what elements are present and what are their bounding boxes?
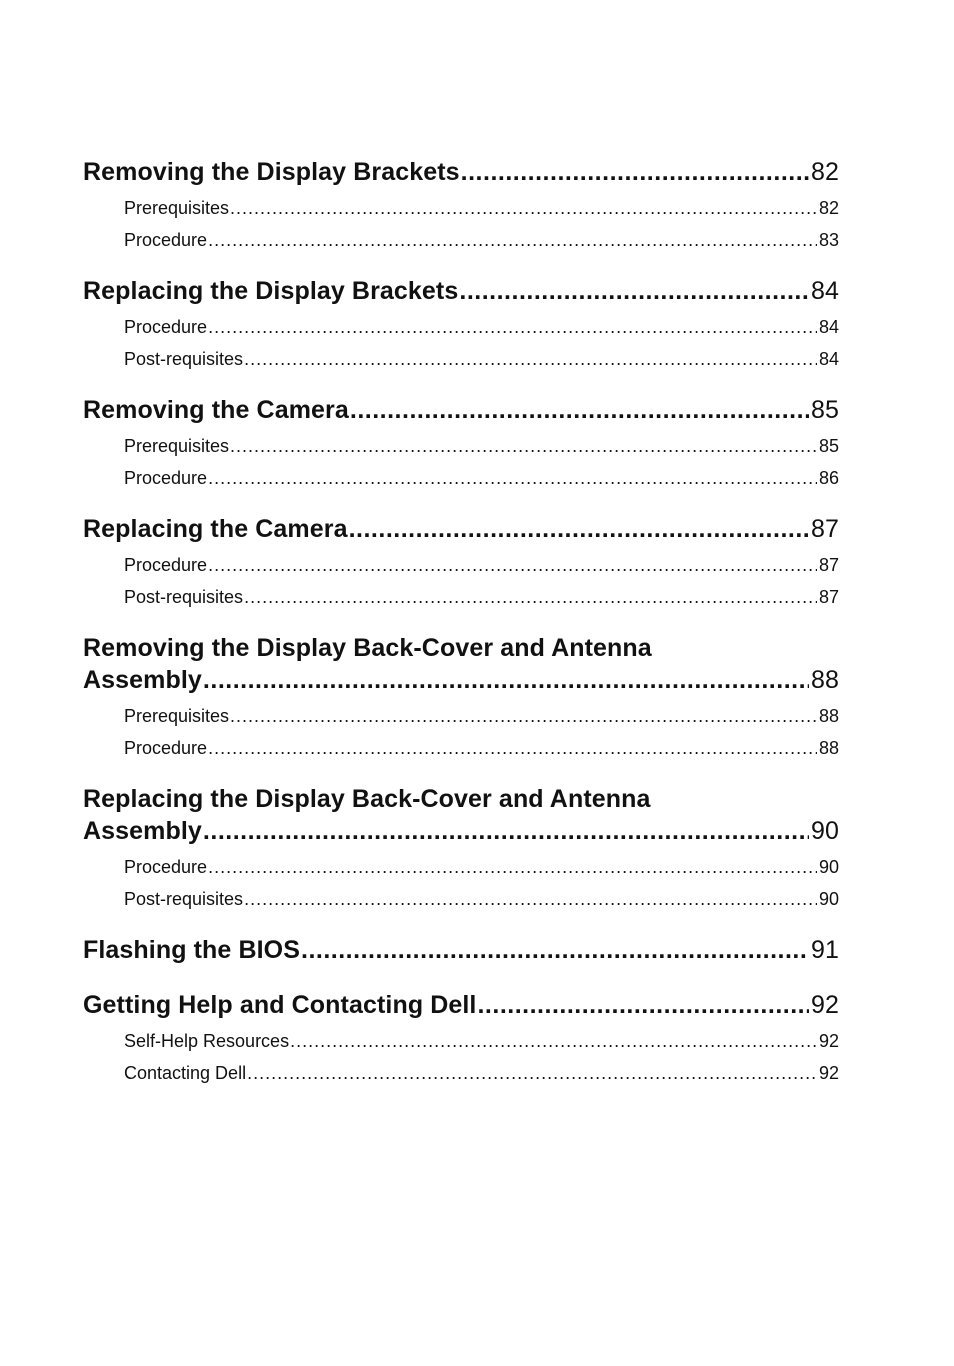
toc-subentry-page: 87 <box>818 587 839 607</box>
toc-subentry-link[interactable] <box>83 1025 839 1057</box>
toc-section <box>83 152 839 256</box>
toc-dot-leader <box>244 343 817 375</box>
table-of-contents <box>83 152 839 1089</box>
toc-entry-title: Assembly <box>83 817 202 845</box>
toc-entry-page: 85 <box>810 396 839 424</box>
toc-dot-leader <box>208 224 817 256</box>
toc-subentry-link[interactable] <box>83 224 839 256</box>
toc-subentry-title: Contacting Dell <box>124 1063 247 1083</box>
toc-entry-page: 90 <box>810 817 839 845</box>
toc-entry-page: 92 <box>810 991 839 1019</box>
toc-dot-leader <box>349 509 809 549</box>
toc-subentry-page: 87 <box>818 555 839 575</box>
toc-dot-leader <box>230 700 817 732</box>
toc-subentry-link[interactable] <box>83 192 839 224</box>
toc-entry-title: Removing the Camera <box>83 396 349 424</box>
toc-subentry-title: Procedure <box>124 738 208 758</box>
toc-subentry-title: Prerequisites <box>124 198 230 218</box>
toc-entry-title: Replacing the Display Brackets <box>83 277 459 305</box>
toc-dot-leader <box>301 930 809 970</box>
toc-dot-leader <box>461 152 809 192</box>
toc-subentry-page: 84 <box>818 349 839 369</box>
toc-subentry-link[interactable] <box>83 311 839 343</box>
toc-entry-link[interactable] <box>83 628 839 700</box>
toc-entry-link[interactable] <box>83 509 839 549</box>
toc-dot-leader <box>350 390 809 430</box>
toc-entry-link[interactable] <box>83 271 839 311</box>
toc-subentry-title: Procedure <box>124 555 208 575</box>
toc-entry-title: Replacing the Camera <box>83 515 348 543</box>
toc-dot-leader <box>208 732 817 764</box>
toc-subentry-title: Procedure <box>124 857 208 877</box>
toc-subentry-title: Post-requisites <box>124 587 244 607</box>
toc-dot-leader <box>208 851 817 883</box>
toc-subentry-page: 83 <box>818 230 839 250</box>
toc-subentry-title: Prerequisites <box>124 436 230 456</box>
toc-subentry-link[interactable] <box>83 700 839 732</box>
toc-dot-leader <box>244 883 817 915</box>
toc-section <box>83 390 839 494</box>
toc-section <box>83 930 839 970</box>
toc-subentry-link[interactable] <box>83 462 839 494</box>
toc-entry-page: 84 <box>810 277 839 305</box>
toc-subentry-link[interactable] <box>83 343 839 375</box>
toc-subentry-title: Prerequisites <box>124 706 230 726</box>
toc-dot-leader <box>208 311 817 343</box>
toc-subentry-page: 84 <box>818 317 839 337</box>
toc-entry-title-line1: Removing the Display Back-Cover and Antenna <box>83 634 652 662</box>
toc-dot-leader <box>203 660 809 700</box>
toc-subentry-title: Procedure <box>124 468 208 488</box>
toc-subentry-page: 88 <box>818 706 839 726</box>
toc-subentry-link[interactable] <box>83 1057 839 1089</box>
toc-section <box>83 509 839 613</box>
toc-section <box>83 985 839 1089</box>
toc-section <box>83 271 839 375</box>
toc-subentry-link[interactable] <box>83 883 839 915</box>
toc-subentry-link[interactable] <box>83 430 839 462</box>
toc-entry-page: 82 <box>810 158 839 186</box>
toc-section <box>83 628 839 764</box>
toc-subentry-title: Post-requisites <box>124 889 244 909</box>
toc-dot-leader <box>203 811 809 851</box>
toc-entry-link[interactable] <box>83 390 839 430</box>
toc-entry-title: Flashing the BIOS <box>83 936 300 964</box>
toc-entry-title: Getting Help and Contacting Dell <box>83 991 477 1019</box>
toc-dot-leader <box>208 462 817 494</box>
toc-subentry-title: Procedure <box>124 317 208 337</box>
toc-dot-leader <box>459 271 809 311</box>
toc-subentry-page: 92 <box>818 1063 839 1083</box>
toc-entry-page: 91 <box>810 936 839 964</box>
toc-subentry-link[interactable] <box>83 851 839 883</box>
toc-subentry-title: Self-Help Resources <box>124 1031 290 1051</box>
toc-entry-page: 88 <box>810 666 839 694</box>
toc-subentry-link[interactable] <box>83 581 839 613</box>
toc-subentry-page: 82 <box>818 198 839 218</box>
toc-subentry-link[interactable] <box>83 549 839 581</box>
toc-dot-leader <box>247 1057 817 1089</box>
toc-entry-title: Assembly <box>83 666 202 694</box>
toc-subentry-page: 88 <box>818 738 839 758</box>
toc-entry-link[interactable] <box>83 985 839 1025</box>
toc-subentry-page: 85 <box>818 436 839 456</box>
toc-entry-title-line1: Replacing the Display Back-Cover and Antenna <box>83 785 651 813</box>
toc-subentry-link[interactable] <box>83 732 839 764</box>
toc-dot-leader <box>477 985 809 1025</box>
toc-section <box>83 779 839 915</box>
toc-subentry-title: Post-requisites <box>124 349 244 369</box>
toc-dot-leader <box>230 430 817 462</box>
toc-dot-leader <box>244 581 817 613</box>
toc-subentry-page: 90 <box>818 889 839 909</box>
toc-subentry-page: 86 <box>818 468 839 488</box>
toc-dot-leader <box>290 1025 817 1057</box>
toc-entry-link[interactable] <box>83 779 839 851</box>
toc-subentry-page: 92 <box>818 1031 839 1051</box>
toc-subentry-title: Procedure <box>124 230 208 250</box>
toc-entry-link[interactable] <box>83 930 839 970</box>
toc-entry-page: 87 <box>810 515 839 543</box>
toc-entry-link[interactable] <box>83 152 839 192</box>
toc-dot-leader <box>208 549 817 581</box>
toc-subentry-page: 90 <box>818 857 839 877</box>
toc-entry-title: Removing the Display Brackets <box>83 158 460 186</box>
toc-dot-leader <box>230 192 817 224</box>
